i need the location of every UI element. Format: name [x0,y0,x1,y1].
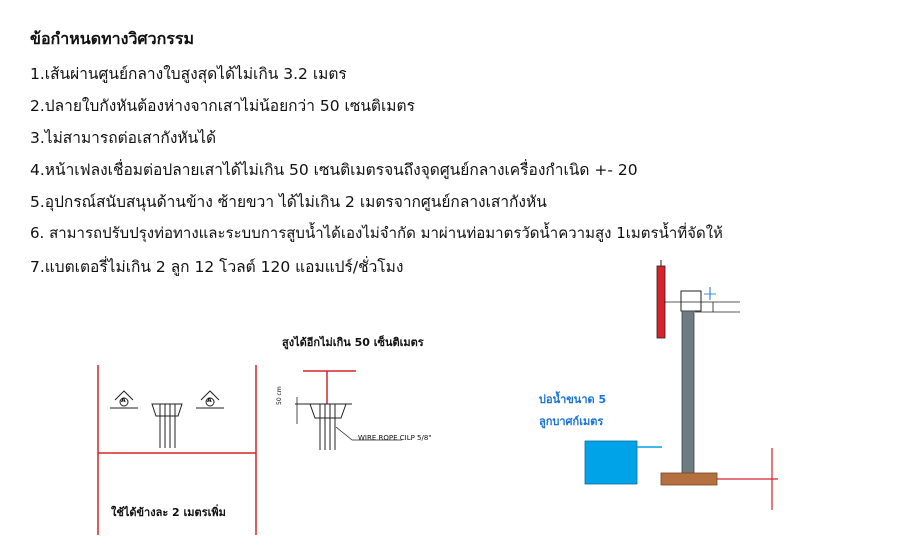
red-panel [657,266,665,338]
pole-tank-diagram [585,260,778,510]
spec-line-3: 3.ไม่สามารถต่อเสากังหันได้ [30,129,217,147]
spec-line-6: 6. สามารถปรับปรุงท่อทางและระบบการสูบน้ำได้เองไม่จำกัด มาผ่านท่อมาตรวัดน้ำความสูง 1เมตรน้ำที่จัดให้ [30,224,723,242]
marker-right-label: A [207,397,212,404]
side-limit-label: ใช้ได้ข้างละ 2 เมตรเพิ่ม [111,506,226,519]
pole-shaft [682,311,694,481]
spec-line-4: 4.หน้าเฟลงเชื่อมต่อปลายเสาได้ไม่เกิน 50 เซนติเมตรจนถึงจุดศูนย์กลางเครื่องกำเนิด +- 20 [30,161,638,179]
engineering-spec-title: ข้อกำหนดทางวิศวกรรม [30,29,194,48]
water-tank-label-line-2: ลูกบาศก์เมตร [539,415,604,428]
pole-flange-detail [152,404,182,448]
height-limit-label: สูงได้อีกไม่เกิน 50 เซ็นติเมตร [282,336,424,349]
dimension-mark-label: 50 cm [276,386,283,405]
marker-left-label: A [121,397,126,404]
water-tank [585,441,637,484]
spec-line-7: 7.แบตเตอรี่ไม่เกิน 2 ลูก 12 โวลต์ 120 แอมแปร์/ชั่วโมง [30,258,404,276]
generator-housing [681,291,701,311]
wire-rope-label: WIRE ROPE CILP 5/8" [358,434,432,442]
spec-line-5: 5.อุปกรณ์สนับสนุนด้านข้าง ซ้ายขวา ได้ไม่เกิน 2 เมตรจากศูนย์กลางเสากังหัน [30,193,547,211]
water-tank-label-line-1: บ่อน้ำขนาด 5 [539,393,607,406]
spec-line-2: 2.ปลายใบกังหันต้องห่างจากเสาไม่น้อยกว่า 50 เซนติเมตร [30,97,415,115]
spec-line-1: 1.เส้นผ่านศูนย์กลางใบสูงสุดได้ไม่เกิน 3.2 เมตร [30,65,347,83]
foundation [661,473,717,485]
